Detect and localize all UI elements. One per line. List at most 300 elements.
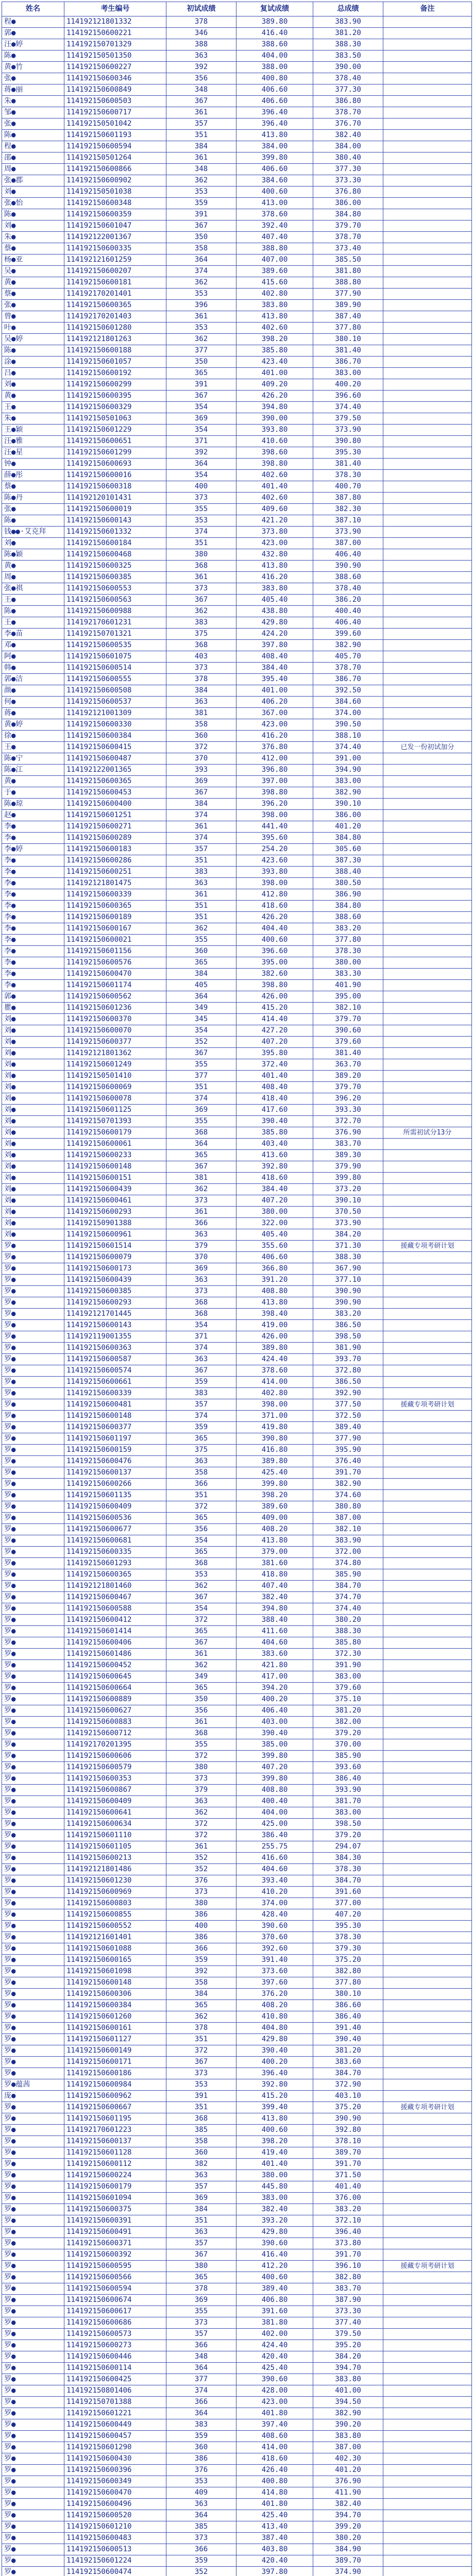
retest-score-cell: 429.80 [236, 2227, 313, 2238]
candidate-id-cell: 114192150600184 [64, 538, 166, 549]
table-row [2, 1637, 472, 1649]
name-cell: 罗● [2, 1501, 64, 1513]
remarks-cell [383, 1365, 472, 1377]
name-cell: 罗● [2, 1841, 64, 1853]
initial-score-cell: 386 [166, 1909, 236, 1921]
retest-score-cell: 389.80 [236, 1456, 313, 1467]
remarks-cell [383, 515, 472, 527]
initial-score-cell: 353 [166, 1569, 236, 1581]
total-score-cell: 378.70 [313, 232, 383, 243]
retest-score-cell: 427.20 [236, 1025, 313, 1037]
remarks-cell [383, 198, 472, 209]
total-score-cell: 396.20 [313, 1093, 383, 1105]
name-cell: 刘● [2, 379, 64, 391]
candidate-id-cell: 114192150600576 [64, 957, 166, 969]
initial-score-cell: 350 [166, 1694, 236, 1705]
total-score-cell: 388.80 [313, 277, 383, 289]
retest-score-cell: 387.40 [236, 2533, 313, 2544]
table-row [2, 799, 472, 810]
name-cell: 叶● [2, 323, 64, 334]
candidate-id-cell: 114192150600353 [64, 1773, 166, 1785]
name-cell: 王● [2, 742, 64, 753]
remarks-cell [383, 2306, 472, 2317]
name-cell: 陈● [2, 606, 64, 617]
candidate-id-cell: 114192150600536 [64, 1513, 166, 1524]
candidate-id-cell: 114192150600520 [64, 2510, 166, 2521]
retest-score-cell: 379.00 [236, 1547, 313, 1558]
candidate-id-cell: 114192150600588 [64, 1603, 166, 1615]
table-row [2, 152, 472, 164]
remarks-cell: 所需初试分13分 [383, 1127, 472, 1139]
remarks-cell [383, 266, 472, 277]
name-cell: 汪●婷 [2, 39, 64, 50]
candidate-id-cell: 114192150600171 [64, 2057, 166, 2068]
initial-score-cell: 363 [166, 1229, 236, 1241]
remarks-cell [383, 527, 472, 538]
total-score-cell: 393.70 [313, 1354, 383, 1365]
remarks-cell [383, 674, 472, 685]
initial-score-cell: 362 [166, 334, 236, 345]
table-row [2, 1887, 472, 1898]
total-score-cell: 390.90 [313, 1297, 383, 1309]
initial-score-cell: 362 [166, 1184, 236, 1195]
retest-score-cell: 366.80 [236, 1263, 313, 1275]
total-score-cell: 384.80 [313, 209, 383, 221]
candidate-id-cell: 114192150600514 [64, 663, 166, 674]
retest-score-cell: 407.40 [236, 232, 313, 243]
initial-score-cell: 368 [166, 1309, 236, 1320]
initial-score-cell: 391 [166, 2091, 236, 2102]
remarks-cell [383, 2113, 472, 2125]
table-row [2, 391, 472, 402]
initial-score-cell: 369 [166, 413, 236, 425]
total-score-cell: 394.70 [313, 2363, 383, 2374]
initial-score-cell: 357 [166, 844, 236, 855]
total-score-cell: 405.70 [313, 651, 383, 663]
retest-score-cell: 403.80 [236, 2544, 313, 2555]
total-score-cell: 374.40 [313, 1603, 383, 1615]
candidate-id-cell: 114192150600425 [64, 2374, 166, 2385]
name-cell: 程● [2, 141, 64, 152]
initial-score-cell: 367 [166, 595, 236, 606]
remarks-cell [383, 821, 472, 833]
table-row [2, 2295, 472, 2306]
table-row [2, 561, 472, 572]
candidate-id-cell: 114192150600137 [64, 2136, 166, 2147]
name-cell: 罗● [2, 1977, 64, 1989]
initial-score-cell: 356 [166, 1524, 236, 1535]
name-cell: 罗● [2, 2408, 64, 2419]
remarks-cell: 援藏专项考研计划 [383, 1399, 472, 1411]
total-score-cell: 376.70 [313, 118, 383, 130]
initial-score-cell: 359 [166, 1955, 236, 1966]
initial-score-cell: 360 [166, 2147, 236, 2159]
retest-score-cell: 382.40 [236, 2204, 313, 2215]
table-row [2, 991, 472, 1003]
table-row [2, 2091, 472, 2102]
remarks-cell [383, 2385, 472, 2397]
remarks-cell [383, 1467, 472, 1479]
remarks-cell [383, 1263, 472, 1275]
name-cell: 罗● [2, 2487, 64, 2499]
name-cell: 罗● [2, 1898, 64, 1909]
total-score-cell: 387.00 [313, 2442, 383, 2453]
retest-score-cell: 383.80 [236, 300, 313, 311]
initial-score-cell: 375 [166, 1445, 236, 1456]
candidate-id-cell: 114192150601156 [64, 946, 166, 957]
initial-score-cell: 352 [166, 1864, 236, 1875]
retest-score-cell: 367.00 [236, 708, 313, 719]
initial-score-cell: 372 [166, 1501, 236, 1513]
table-row [2, 629, 472, 640]
table-row [2, 2521, 472, 2533]
initial-score-cell: 363 [166, 1354, 236, 1365]
table-row [2, 345, 472, 357]
name-cell: 罗● [2, 1921, 64, 1932]
candidate-id-cell: 114192150600395 [64, 391, 166, 402]
table-row [2, 84, 472, 96]
remarks-cell [383, 583, 472, 595]
table-row [2, 28, 472, 39]
candidate-id-cell: 114192150601047 [64, 221, 166, 232]
initial-score-cell: 354 [166, 1025, 236, 1037]
table-row [2, 742, 472, 753]
candidate-id-cell: 114192150600674 [64, 2295, 166, 2306]
table-row [2, 1286, 472, 1297]
name-cell: 罗● [2, 2453, 64, 2465]
table-row [2, 821, 472, 833]
total-score-cell: 372.30 [313, 1649, 383, 1660]
remarks-cell [383, 62, 472, 73]
candidate-id-cell: 114192150600149 [64, 2045, 166, 2057]
initial-score-cell: 353 [166, 515, 236, 527]
candidate-id-cell: 114192150600069 [64, 1082, 166, 1093]
name-cell: 罗● [2, 1717, 64, 1728]
table-row [2, 685, 472, 697]
initial-score-cell: 351 [166, 901, 236, 912]
name-cell: 罗● [2, 1819, 64, 1830]
retest-score-cell: 409.20 [236, 379, 313, 391]
name-cell: 刘● [2, 1150, 64, 1161]
total-score-cell: 372.00 [313, 1547, 383, 1558]
candidate-id-cell: 114192150600439 [64, 1184, 166, 1195]
initial-score-cell: 405 [166, 980, 236, 991]
candidate-id-cell: 114192150600271 [64, 821, 166, 833]
retest-score-cell: 399.80 [236, 1479, 313, 1490]
initial-score-cell: 388 [166, 39, 236, 50]
total-score-cell: 384.70 [313, 2068, 383, 2079]
initial-score-cell: 358 [166, 719, 236, 731]
table-row [2, 402, 472, 413]
total-score-cell: 383.50 [313, 50, 383, 62]
initial-score-cell: 365 [166, 1150, 236, 1161]
name-cell: 陈● [2, 345, 64, 357]
name-cell: 刘● [2, 1048, 64, 1059]
total-score-cell: 387.30 [313, 855, 383, 867]
name-cell: 朱● [2, 413, 64, 425]
total-score-cell: 390.90 [313, 561, 383, 572]
table-row [2, 515, 472, 527]
total-score-cell: 406.40 [313, 617, 383, 629]
initial-score-cell: 365 [166, 1683, 236, 1694]
total-score-cell: 390.50 [313, 719, 383, 731]
retest-score-cell: 416.40 [236, 28, 313, 39]
total-score-cell: 367.90 [313, 1263, 383, 1275]
table-row [2, 1479, 472, 1490]
retest-score-cell: 401.40 [236, 481, 313, 493]
remarks-cell [383, 2295, 472, 2306]
name-cell: 李● [2, 833, 64, 844]
candidate-id-cell: 114192150600335 [64, 243, 166, 255]
total-score-cell: 386.50 [313, 1377, 383, 1388]
candidate-id-cell: 114192150600866 [64, 164, 166, 175]
candidate-id-cell: 114192150600365 [64, 776, 166, 787]
candidate-id-cell: 114192150600412 [64, 1615, 166, 1626]
retest-score-cell: 355.60 [236, 1241, 313, 1252]
retest-score-cell: 393.40 [236, 1875, 313, 1887]
retest-score-cell: 423.00 [236, 719, 313, 731]
initial-score-cell: 369 [166, 1263, 236, 1275]
table-row [2, 765, 472, 776]
name-cell: 罗● [2, 1581, 64, 1592]
retest-score-cell: 390.40 [236, 1728, 313, 1739]
initial-score-cell: 384 [166, 1989, 236, 2000]
candidate-id-cell: 114192150601236 [64, 1003, 166, 1014]
remarks-cell [383, 2079, 472, 2091]
table-row [2, 1581, 472, 1592]
table-row [2, 776, 472, 787]
total-score-cell: 390.80 [313, 436, 383, 447]
remarks-cell [383, 1615, 472, 1626]
name-cell: 曾● [2, 311, 64, 323]
table-row [2, 1365, 472, 1377]
candidate-id-cell: 114192150601098 [64, 1966, 166, 1977]
table-row [2, 277, 472, 289]
candidate-id-cell: 114192150600409 [64, 1796, 166, 1807]
initial-score-cell: 392 [166, 62, 236, 73]
initial-score-cell: 374 [166, 266, 236, 277]
remarks-cell [383, 1807, 472, 1819]
candidate-id-cell: 114192170601231 [64, 617, 166, 629]
initial-score-cell: 371 [166, 1331, 236, 1343]
table-row [2, 1309, 472, 1320]
total-score-cell: 387.00 [313, 538, 383, 549]
remarks-cell [383, 447, 472, 459]
candidate-id-cell: 114192150600606 [64, 1751, 166, 1762]
candidate-id-cell: 114192150600384 [64, 731, 166, 742]
name-cell: 罗● [2, 1343, 64, 1354]
candidate-id-cell: 114192150600070 [64, 1025, 166, 1037]
candidate-id-cell: 114192150600021 [64, 935, 166, 946]
retest-score-cell: 413.80 [236, 1535, 313, 1547]
table-row [2, 2533, 472, 2544]
retest-score-cell: 396.40 [236, 118, 313, 130]
name-cell: 邵● [2, 152, 64, 164]
candidate-id-cell: 114192150600289 [64, 833, 166, 844]
total-score-cell: 377.90 [313, 1433, 383, 1445]
name-cell: 罗● [2, 1705, 64, 1717]
initial-score-cell: 365 [166, 1513, 236, 1524]
total-score-cell: 388.60 [313, 912, 383, 923]
remarks-cell [383, 1025, 472, 1037]
total-score-cell: 378.30 [313, 1864, 383, 1875]
candidate-id-cell: 114192150600348 [64, 198, 166, 209]
remarks-cell [383, 232, 472, 243]
total-score-cell: 386.50 [313, 1320, 383, 1331]
name-cell: 李● [2, 867, 64, 878]
name-cell: 罗● [2, 1365, 64, 1377]
candidate-id-cell: 114192150600969 [64, 1887, 166, 1898]
initial-score-cell: 364 [166, 2363, 236, 2374]
initial-score-cell: 361 [166, 572, 236, 583]
name-cell: 罗● [2, 1773, 64, 1785]
candidate-id-cell: 114192150601221 [64, 2408, 166, 2419]
name-cell: 蒋●丽 [2, 84, 64, 96]
remarks-cell [383, 901, 472, 912]
retest-score-cell: 376.80 [236, 742, 313, 753]
total-score-cell: 373.80 [313, 2238, 383, 2249]
initial-score-cell: 400 [166, 481, 236, 493]
table-row [2, 1671, 472, 1683]
candidate-id-cell: 114192150600167 [64, 923, 166, 935]
remarks-cell [383, 2510, 472, 2521]
remarks-cell [383, 833, 472, 844]
candidate-id-cell: 114192150600467 [64, 1592, 166, 1603]
retest-score-cell: 380.00 [236, 1207, 313, 1218]
total-score-cell: 382.40 [313, 2499, 383, 2510]
table-row [2, 946, 472, 957]
initial-score-cell: 372 [166, 1615, 236, 1626]
total-score-cell: 379.60 [313, 1683, 383, 1694]
candidate-id-cell: 114192150701321 [64, 629, 166, 640]
retest-score-cell: 408.20 [236, 1524, 313, 1535]
total-score-cell: 396.10 [313, 2261, 383, 2272]
name-cell: 罗● [2, 2419, 64, 2431]
remarks-cell [383, 2521, 472, 2533]
retest-score-cell: 423.40 [236, 357, 313, 368]
remarks-cell [383, 969, 472, 980]
initial-score-cell: 365 [166, 1433, 236, 1445]
remarks-cell [383, 311, 472, 323]
remarks-cell [383, 300, 472, 311]
candidate-id-cell: 114192150600019 [64, 504, 166, 515]
candidate-id-cell: 114192150601193 [64, 130, 166, 141]
header-name: 姓名 [2, 2, 64, 16]
candidate-id-cell: 114192150601486 [64, 1649, 166, 1660]
initial-score-cell: 374 [166, 2385, 236, 2397]
table-row [2, 2102, 472, 2113]
name-cell: 罗● [2, 1932, 64, 1943]
initial-score-cell: 353 [166, 323, 236, 334]
retest-score-cell: 403.40 [236, 1139, 313, 1150]
total-score-cell: 380.40 [313, 152, 383, 164]
total-score-cell: 370.50 [313, 1207, 383, 1218]
candidate-id-cell: 114192150600457 [64, 2431, 166, 2442]
name-cell: 罗● [2, 1864, 64, 1875]
initial-score-cell: 391 [166, 209, 236, 221]
candidate-id-cell: 114192150600984 [64, 2079, 166, 2091]
remarks-cell [383, 2476, 472, 2487]
table-row [2, 1921, 472, 1932]
candidate-id-cell: 114192150601195 [64, 2113, 166, 2125]
retest-score-cell: 414.40 [236, 1014, 313, 1025]
retest-score-cell: 400.60 [236, 935, 313, 946]
remarks-cell [383, 1139, 472, 1150]
remarks-cell [383, 1535, 472, 1547]
table-row [2, 1853, 472, 1864]
retest-score-cell: 254.20 [236, 844, 313, 855]
total-score-cell: 391.70 [313, 1467, 383, 1479]
table-row [2, 2419, 472, 2431]
name-cell: 朱● [2, 96, 64, 107]
total-score-cell: 391.70 [313, 2159, 383, 2170]
candidate-id-cell: 114192150600681 [64, 1535, 166, 1547]
initial-score-cell: 350 [166, 232, 236, 243]
table-row [2, 96, 472, 107]
initial-score-cell: 361 [166, 311, 236, 323]
initial-score-cell: 380 [166, 1898, 236, 1909]
total-score-cell: 376.00 [313, 2193, 383, 2204]
name-cell: 张●郡 [2, 175, 64, 187]
remarks-cell [383, 946, 472, 957]
remarks-cell [383, 2215, 472, 2227]
name-cell: 罗● [2, 1762, 64, 1773]
remarks-cell [383, 2499, 472, 2510]
total-score-cell: 388.60 [313, 572, 383, 583]
table-row [2, 2555, 472, 2567]
candidate-id-cell: 114192150600562 [64, 991, 166, 1003]
name-cell: 罗● [2, 1989, 64, 2000]
remarks-cell [383, 459, 472, 470]
name-cell: 罗● [2, 2113, 64, 2125]
table-row [2, 1728, 472, 1739]
initial-score-cell: 359 [166, 2555, 236, 2567]
candidate-id-cell: 114192170201395 [64, 1739, 166, 1751]
table-row [2, 2487, 472, 2499]
initial-score-cell: 372 [166, 1751, 236, 1762]
candidate-id-cell: 114192150501063 [64, 413, 166, 425]
remarks-cell [383, 2431, 472, 2442]
total-score-cell: 384.80 [313, 901, 383, 912]
remarks-cell [383, 2023, 472, 2034]
name-cell: 罗● [2, 2374, 64, 2385]
total-score-cell: 382.10 [313, 1003, 383, 1014]
total-score-cell: 395.30 [313, 1921, 383, 1932]
retest-score-cell: 398.40 [236, 1309, 313, 1320]
name-cell: 罗● [2, 1354, 64, 1365]
retest-score-cell: 398.80 [236, 787, 313, 799]
total-score-cell: 390.90 [313, 2113, 383, 2125]
total-score-cell: 398.50 [313, 1331, 383, 1343]
total-score-cell: 384.80 [313, 833, 383, 844]
retest-score-cell: 432.80 [236, 549, 313, 561]
candidate-id-cell: 114192150600286 [64, 855, 166, 867]
candidate-id-cell: 114192150600677 [64, 1524, 166, 1535]
candidate-id-cell: 114192150600371 [64, 2238, 166, 2249]
candidate-id-cell: 114192150600470 [64, 2487, 166, 2499]
retest-score-cell: 401.40 [236, 2159, 313, 2170]
initial-score-cell: 381 [166, 1173, 236, 1184]
remarks-cell [383, 1966, 472, 1977]
remarks-cell [383, 1456, 472, 1467]
remarks-cell [383, 2374, 472, 2385]
table-row [2, 833, 472, 844]
candidate-id-cell: 114192150600641 [64, 1807, 166, 1819]
table-row [2, 2125, 472, 2136]
name-cell: 罗● [2, 1467, 64, 1479]
remarks-cell [383, 2340, 472, 2351]
total-score-cell: 379.20 [313, 1728, 383, 1739]
